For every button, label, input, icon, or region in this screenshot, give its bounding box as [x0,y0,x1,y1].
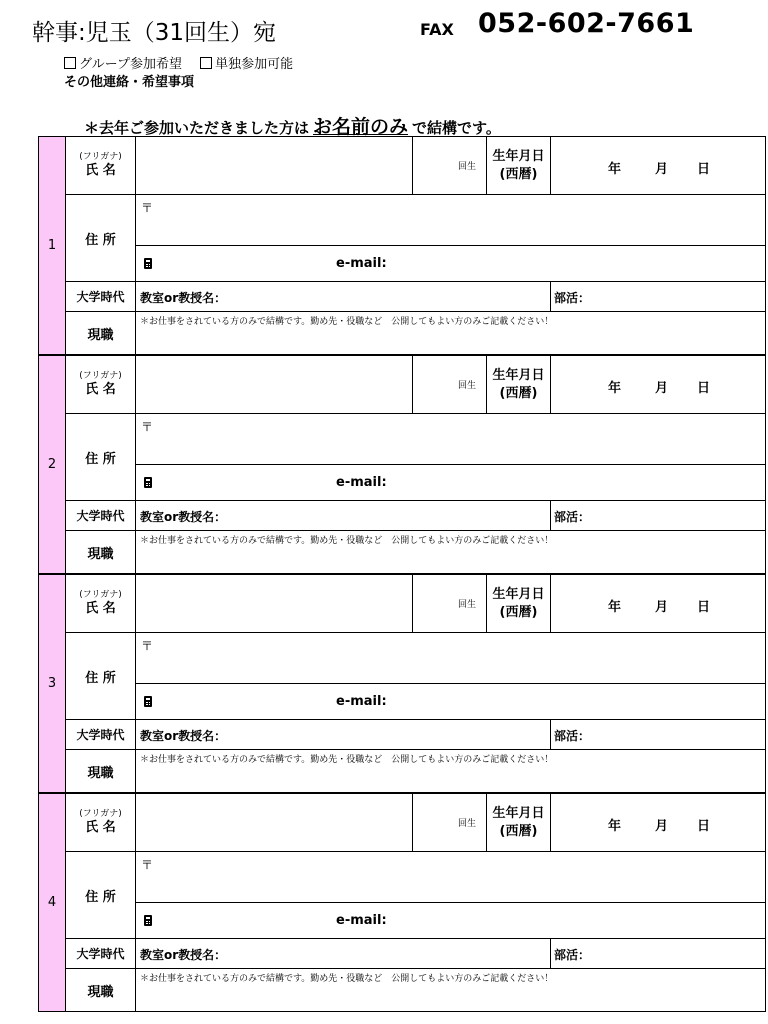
entry-block-2 [38,355,766,574]
email-label: e-mail: [336,913,387,928]
notice [84,112,501,139]
group-checkbox[interactable] [64,57,76,69]
university-label: 大学時代 [76,947,125,961]
entry-block-1 [38,136,766,355]
kaisei-label: 回生 [457,600,476,610]
entry-number: 3 [39,575,66,792]
club-label: 部活： [554,729,591,743]
name-field[interactable] [136,575,413,633]
month-label: 月 [655,819,669,834]
day-label: 日 [697,162,711,177]
entry-number: 4 [39,794,66,1011]
name-label: 氏 名 [85,163,116,178]
lab-field[interactable] [136,939,551,969]
phone-email-field[interactable] [136,465,765,501]
address-label-cell [66,195,136,282]
club-label: 部活： [554,291,591,305]
address-label: 住 所 [85,889,116,905]
name-label-cell [66,356,136,414]
club-label: 部活： [554,948,591,962]
name-label-cell [66,794,136,852]
job-label-cell [66,312,136,354]
lab-label: 教室or教授名： [140,729,227,743]
job-field[interactable] [136,531,765,573]
mobile-phone-icon [144,696,152,707]
birthdate-label: 生年月日 [492,586,545,602]
other-requests-label: その他連絡・希望事項 [64,75,195,90]
phone-email-field[interactable] [136,903,765,939]
birthdate-label: 生年月日 [492,805,545,821]
address-label-cell [66,633,136,720]
name-field[interactable] [136,794,413,852]
furigana-label: (フリガナ) [79,152,122,162]
job-note: ＊お仕事をされている方のみで結構です。勤め先・役職など 公開してもよい方のみご記載ください！ [140,536,554,546]
furigana-label: (フリガナ) [79,371,122,381]
club-field[interactable] [551,282,765,312]
name-label: 氏 名 [85,382,116,397]
birthdate-calendar-label: (西暦) [499,166,538,182]
birthdate-label-cell [487,794,551,852]
furigana-label: (フリガナ) [79,809,122,819]
job-label: 現職 [87,327,114,343]
furigana-label: (フリガナ) [79,590,122,600]
month-label: 月 [655,381,669,396]
university-label-cell [66,720,136,750]
address-label: 住 所 [85,670,116,686]
group-option[interactable] [64,57,186,72]
address-label: 住 所 [85,232,116,248]
participation-options [64,53,307,72]
job-field[interactable] [136,750,765,792]
entry-number: 2 [39,356,66,573]
mobile-phone-icon [144,477,152,488]
birthdate-field[interactable] [551,575,765,633]
name-label-cell [66,137,136,195]
lab-field[interactable] [136,501,551,531]
lab-label: 教室or教授名： [140,948,227,962]
job-label: 現職 [87,984,114,1000]
day-label: 日 [697,600,711,615]
address-field[interactable] [136,852,765,903]
birthdate-label: 生年月日 [492,148,545,164]
job-field[interactable] [136,969,765,1011]
kaisei-label: 回生 [457,381,476,391]
entry-block-4 [38,793,766,1012]
lab-label: 教室or教授名： [140,510,227,524]
club-label: 部活： [554,510,591,524]
year-label: 年 [608,162,622,177]
phone-email-field[interactable] [136,684,765,720]
address-field[interactable] [136,414,765,465]
year-label: 年 [608,600,622,615]
club-field[interactable] [551,501,765,531]
single-checkbox[interactable] [200,57,212,69]
phone-email-field[interactable] [136,246,765,282]
birthdate-label-cell [487,356,551,414]
group-option-label: グループ参加希望 [79,57,182,72]
job-label: 現職 [87,546,114,562]
university-label: 大学時代 [76,728,125,742]
month-label: 月 [655,600,669,615]
kaisei-label: 回生 [457,162,476,172]
day-label: 日 [697,819,711,834]
lab-field[interactable] [136,282,551,312]
single-option-label: 単独参加可能 [215,57,294,72]
day-label: 日 [697,381,711,396]
lab-field[interactable] [136,720,551,750]
job-label-cell [66,969,136,1011]
mobile-phone-icon [144,258,152,269]
lab-label: 教室or教授名： [140,291,227,305]
job-note: ＊お仕事をされている方のみで結構です。勤め先・役職など 公開してもよい方のみご記載ください！ [140,974,554,984]
birthdate-calendar-label: (西暦) [499,823,538,839]
email-label: e-mail: [336,694,387,709]
address-label-cell [66,852,136,939]
birthdate-field[interactable] [551,137,765,195]
class-year-field[interactable] [413,794,487,852]
entry-number: 1 [39,137,66,354]
single-option[interactable] [200,57,293,72]
birthdate-field[interactable] [551,794,765,852]
class-year-field[interactable] [413,137,487,195]
birthdate-calendar-label: (西暦) [499,604,538,620]
birthdate-label-cell [487,137,551,195]
name-label: 氏 名 [85,820,116,835]
header-title: 幹事:児玉（31回生）宛 [32,20,277,46]
university-label: 大学時代 [76,509,125,523]
email-label: e-mail: [336,256,387,271]
postal-mark: 〒 [141,639,154,653]
fax-label: FAX [420,20,454,39]
email-label: e-mail: [336,475,387,490]
university-label-cell [66,501,136,531]
class-year-field[interactable] [413,575,487,633]
birthdate-calendar-label: (西暦) [499,385,538,401]
address-label-cell [66,414,136,501]
notice-before: ＊去年ご参加いただきました方は [84,119,310,137]
class-year-field[interactable] [413,356,487,414]
job-note: ＊お仕事をされている方のみで結構です。勤め先・役職など 公開してもよい方のみご記載ください！ [140,317,554,327]
university-label: 大学時代 [76,290,125,304]
club-field[interactable] [551,939,765,969]
job-label-cell [66,531,136,573]
address-label: 住 所 [85,451,116,467]
year-label: 年 [608,381,622,396]
name-field[interactable] [136,137,413,195]
address-field[interactable] [136,633,765,684]
name-label-cell [66,575,136,633]
birthdate-label-cell [487,575,551,633]
postal-mark: 〒 [141,858,154,872]
club-field[interactable] [551,720,765,750]
notice-emphasis: お名前のみ [313,116,409,138]
kaisei-label: 回生 [457,819,476,829]
birthdate-field[interactable] [551,356,765,414]
name-label: 氏 名 [85,601,116,616]
notice-after: で結構です。 [412,119,501,137]
year-label: 年 [608,819,622,834]
job-field[interactable] [136,312,765,354]
postal-mark: 〒 [141,201,154,215]
month-label: 月 [655,162,669,177]
address-field[interactable] [136,195,765,246]
entry-block-3 [38,574,766,793]
birthdate-label: 生年月日 [492,367,545,383]
university-label-cell [66,282,136,312]
mobile-phone-icon [144,915,152,926]
university-label-cell [66,939,136,969]
name-field[interactable] [136,356,413,414]
job-note: ＊お仕事をされている方のみで結構です。勤め先・役職など 公開してもよい方のみご記載ください！ [140,755,554,765]
job-label-cell [66,750,136,792]
postal-mark: 〒 [141,420,154,434]
job-label: 現職 [87,765,114,781]
fax-number: 052-602-7661 [478,8,695,39]
